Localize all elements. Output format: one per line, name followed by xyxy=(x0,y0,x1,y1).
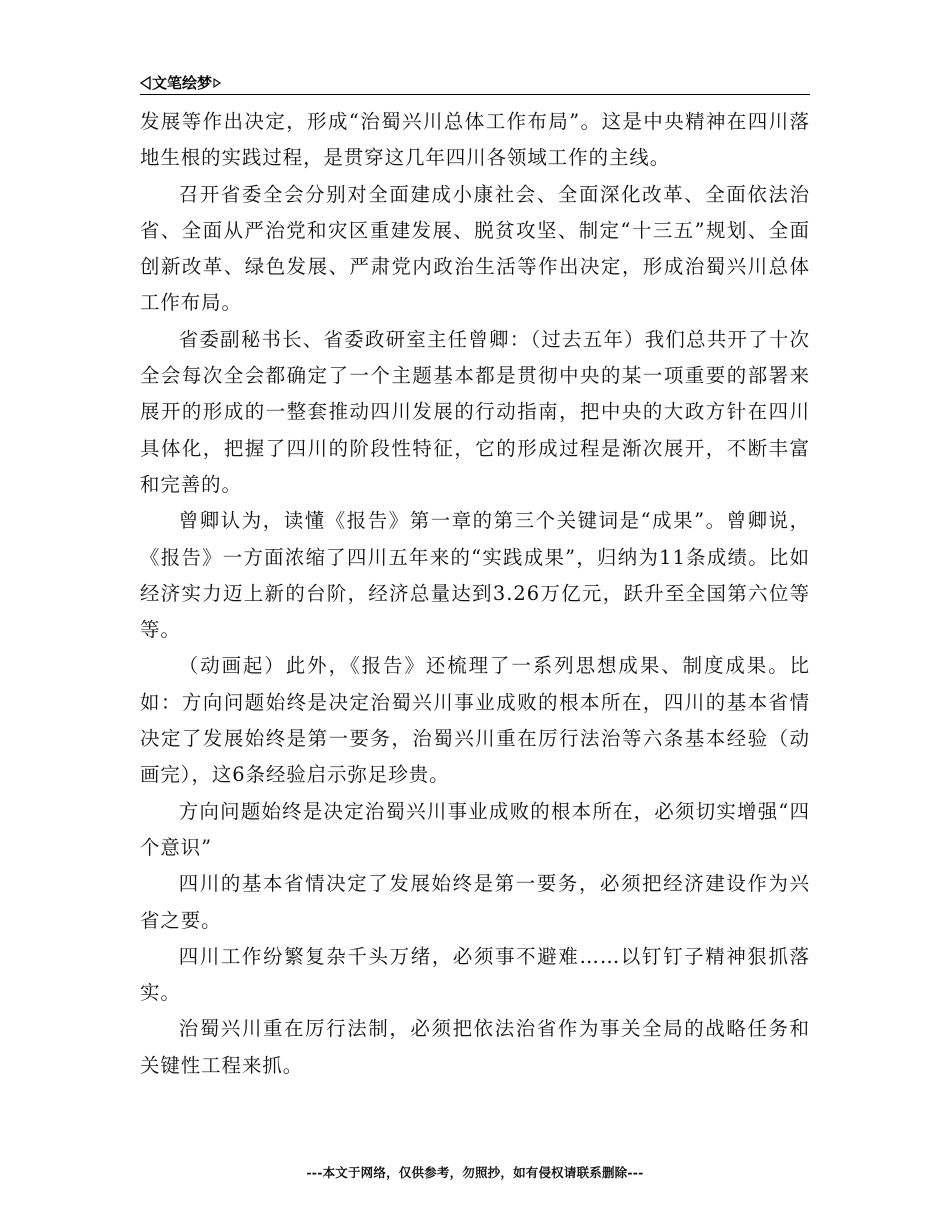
paragraph-4: 曾卿认为，读懂《报告》第一章的第三个关键词是“成果”。曾卿说，《报告》一方面浓缩了四川五年来的“实践成果”，归纳为11条成绩。比如经济实力迈上新的台阶，经济总量达到3.26万亿元，跃升至全国第六位等等。 xyxy=(140,509,810,642)
header-brand xyxy=(140,73,221,92)
triangle-right-icon xyxy=(213,78,221,88)
triangle-left-icon xyxy=(140,76,151,90)
page-footer-disclaimer: ---本文于网络，仅供参考，勿照抄，如有侵权请联系删除--- xyxy=(306,1165,644,1180)
paragraph-3: 省委副秘书长、省委政研室主任曾卿：（过去五年）我们总共开了十次全会每次全会都确定了一个主题基本都是贯彻中央的某一项重要的部署来展开的形成的一整套推动四川发展的行动指南，把中央的大政方针在四川具体化，把握了四川的阶段性特征，它的形成过程是渐次展开，不断丰富和完善的。 xyxy=(140,327,810,496)
header-title: 文笔绘梦 xyxy=(152,73,213,92)
paragraph-6: 方向问题始终是决定治蜀兴川事业成败的根本所在，必须切实增强“四个意识” xyxy=(140,799,810,859)
paragraph-8: 四川工作纷繁复杂千头万绪，必须事不避难……以钉钉子精神狠抓落实。 xyxy=(140,944,810,1005)
paragraph-2: 召开省委全会分别对全面建成小康社会、全面深化改革、全面依法治省、全面从严治党和灾区重建发展、脱贫攻坚、制定“十三五”规划、全面创新改革、绿色发展、严肃党内政治生活等作出决定，形成治蜀兴川总体工作布局。 xyxy=(140,182,810,315)
paragraph-9: 治蜀兴川重在厉行法制，必须把依法治省作为事关全局的战略任务和关键性工程来抓。 xyxy=(140,1017,810,1077)
page-header xyxy=(140,72,810,95)
paragraph-5: （动画起）此外，《报告》还梳理了一系列思想成果、制度成果。比如：方向问题始终是决定治蜀兴川事业成败的根本所在，四川的基本省情决定了发展始终是第一要务，治蜀兴川重在厉行法治等六条基本经验（动画完），这6条经验启示弥足珍贵。 xyxy=(140,654,810,787)
paragraph-1: 发展等作出决定，形成“治蜀兴川总体工作布局”。这是中央精神在四川落地生根的实践过程，是贯穿这几年四川各领域工作的主线。 xyxy=(140,110,810,170)
document-body xyxy=(140,104,810,1084)
paragraph-7: 四川的基本省情决定了发展始终是第一要务，必须把经济建设作为兴省之要。 xyxy=(140,872,810,932)
